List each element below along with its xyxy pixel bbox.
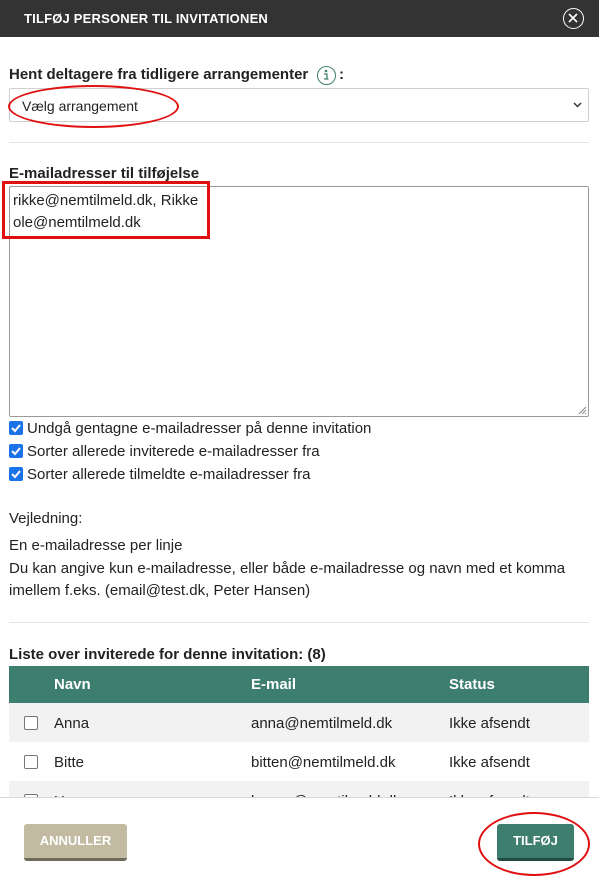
row-checkbox[interactable]	[24, 755, 38, 769]
resize-grip-icon[interactable]	[577, 405, 587, 415]
table-row[interactable]	[9, 742, 589, 781]
event-select-value: Vælg arrangement	[22, 98, 138, 114]
table-row[interactable]	[9, 703, 589, 742]
cell-name: Anna	[54, 715, 90, 732]
dialog-footer	[0, 797, 599, 893]
previous-events-label: Hent deltagere fra tidligere arrangementer	[9, 66, 309, 83]
cancel-button[interactable]: ANNULLER	[24, 824, 127, 861]
annotation-ellipse	[8, 85, 179, 128]
invited-list-title: Liste over inviterede for denne invitation: (8)	[9, 646, 326, 663]
row-checkbox[interactable]	[24, 716, 38, 730]
dialog-body	[0, 37, 599, 797]
table-header	[9, 666, 589, 703]
column-header-status[interactable]: Status	[449, 676, 495, 693]
guide-heading: Vejledning:	[9, 510, 83, 527]
email-line: ole@nemtilmeld.dk	[13, 214, 141, 231]
chevron-down-icon	[573, 102, 582, 108]
option-avoid-duplicates[interactable]	[9, 420, 389, 438]
option-skip-invited[interactable]	[9, 443, 339, 461]
annotation-ellipse	[478, 812, 590, 876]
cell-status: Ikke afsendt	[449, 715, 530, 732]
add-button[interactable]: TILFØJ	[497, 824, 574, 861]
option-label: Sorter allerede tilmeldte e-mailadresser fra	[27, 466, 311, 483]
cell-email: bitten@nemtilmeld.dk	[251, 754, 396, 771]
check-icon	[10, 468, 22, 480]
guide-line: imellem f.eks. (email@test.dk, Peter Hansen)	[9, 582, 311, 599]
option-skip-registered[interactable]	[9, 466, 329, 484]
option-label: Undgå gentagne e-mailadresser på denne invitation	[27, 420, 372, 437]
close-button[interactable]	[563, 8, 584, 29]
email-line: rikke@nemtilmeld.dk, Rikke	[13, 192, 199, 209]
guide-line: Du kan angive kun e-mailadresse, eller både e-mailadresse og navn med et komma	[9, 560, 566, 577]
checkbox-checked[interactable]	[9, 421, 23, 435]
dialog-title: TILFØJ PERSONER TIL INVITATIONEN	[24, 11, 269, 26]
option-label: Sorter allerede inviterede e-mailadresser fra	[27, 443, 320, 460]
close-icon	[568, 13, 578, 23]
annotation-rectangle	[2, 181, 210, 239]
label-colon: :	[339, 66, 344, 83]
cell-email: anna@nemtilmeld.dk	[251, 715, 393, 732]
check-icon	[10, 445, 22, 457]
divider	[9, 142, 589, 143]
dialog-header	[0, 0, 599, 37]
checkbox-checked[interactable]	[9, 467, 23, 481]
checkbox-checked[interactable]	[9, 444, 23, 458]
check-icon	[10, 422, 22, 434]
cell-name: Bitte	[54, 754, 85, 771]
cell-status: Ikke afsendt	[449, 754, 530, 771]
divider	[9, 622, 589, 623]
column-header-email[interactable]: E-mail	[251, 676, 297, 693]
info-icon[interactable]	[317, 66, 336, 85]
guide-line: En e-mailadresse per linje	[9, 537, 183, 554]
column-header-name[interactable]: Navn	[54, 676, 91, 693]
emails-label: E-mailadresser til tilføjelse	[9, 165, 200, 182]
